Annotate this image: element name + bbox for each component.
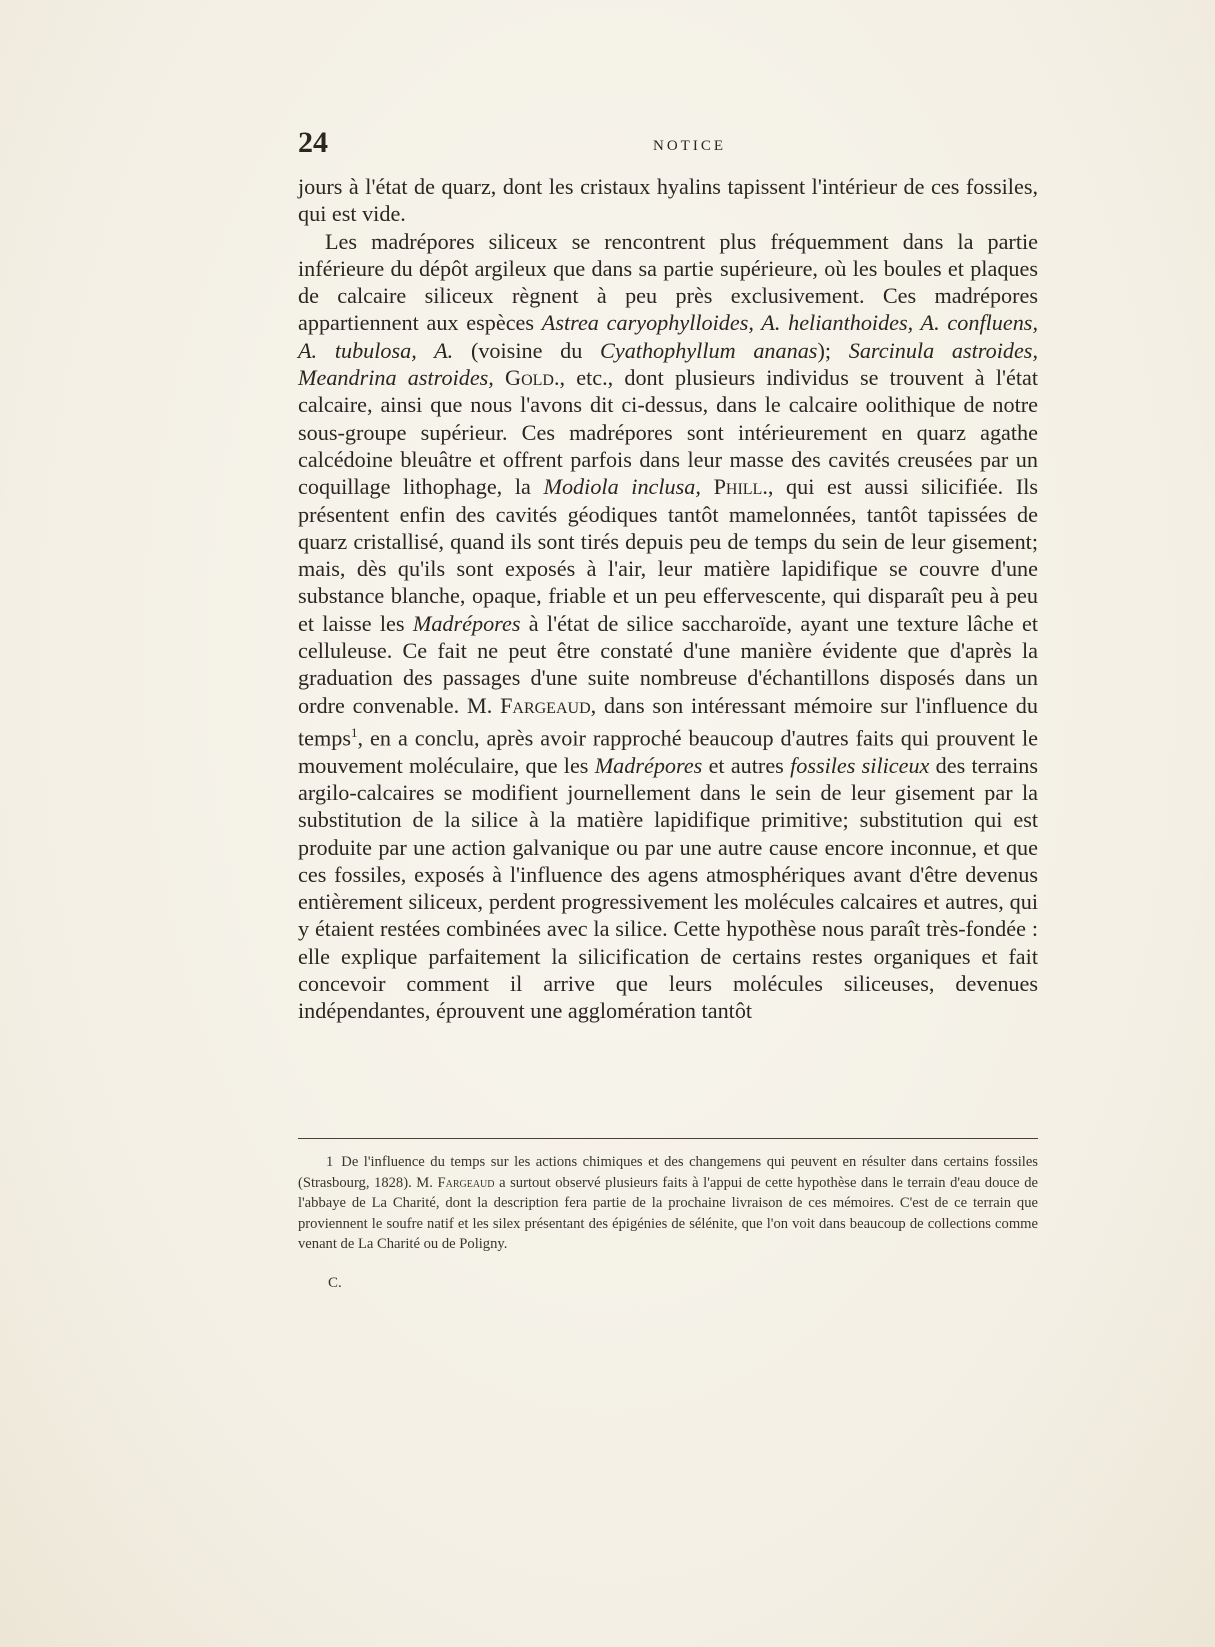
p2-text-f xyxy=(701,474,714,499)
footnote-text-a: De l'influence du temps sur les actions chimiques et des changemens qui peuvent en résulter dans certains fossiles (Strasbourg, 1828). M. xyxy=(298,1154,1038,1191)
author-gold: Gold. xyxy=(505,365,560,391)
signature: C. xyxy=(328,1275,342,1291)
term-fossiles-siliceux: fossiles siliceux xyxy=(790,752,930,778)
paragraph-1 xyxy=(298,173,1038,228)
species-cyathophyllum: Cyathophyllum ananas xyxy=(600,337,818,363)
species-list-2: Sarcinula astroides, Meandrina astroides, xyxy=(298,337,1038,391)
footnote-divider xyxy=(298,1138,1038,1139)
p2-text-h: à l'état de silice saccharoïde, ayant une texture lâche et celluleuse. Ce fait ne peut être constaté d'une manière évidente que d'après la graduation des passages d'une suite nombreuse d'échantillons disposés dans un ordre convenable. M. xyxy=(298,610,1038,718)
footnote xyxy=(298,1152,1038,1255)
author-fargeaud: Fargeaud xyxy=(500,692,591,718)
p2-text-d xyxy=(494,365,505,390)
term-madrepores-2: Madrépores xyxy=(594,752,703,778)
p2-text-k: et autres xyxy=(702,752,791,778)
p2-text-a: Les madrépores siliceux se rencontrent plus fréquemment dans la partie inférieure du dépôt argileux que dans sa partie supérieure, où les boules et plaques de calcaire siliceux règnent à peu près exclusivement. Ces madrépores appartiennent aux espèces xyxy=(298,228,1038,336)
term-madrepores-1: Madrépores xyxy=(412,610,521,636)
p2-text-l: des terrains argilo-calcaires se modifient journellement dans le sein de leur gisement par la substitution de la silice à la matière lapidifique primitive; substitution qui est produite par une action galvanique ou par une autre cause encore inconnue, et que ces fossiles, exposés à l'influence des agens atmosphériques avant d'être devenus entièrement siliceux, perdent progressivement les molécules calcaires et autres, qui y étaient restées combinées avec la silice. Cette hypothèse nous paraît très-fondée : elle explique parfaitement la silicification de certains restes organiques et fait concevoir comment il arrive que leurs molécules siliceuses, devenues indépendantes, éprouvent une agglomération tantôt xyxy=(298,752,1039,1024)
footnote-text-b: a surtout observé plusieurs faits à l'appui de cette hypothèse dans le terrain d'eau douce de l'abbaye de La Charité, dont la description fera partie de la prochaine livraison de ces mémoires. C'est de ce terrain que proviennent le soufre natif et les silex présentant des épigénies de sélénite, que l'on voit dans beaucoup de collections comme venant de La Charité ou de Poligny. xyxy=(298,1174,1038,1252)
paragraph-1-text: jours à l'état de quarz, dont les cristaux hyalins tapissent l'intérieur de ces fossiles, qui est vide. xyxy=(298,174,1038,227)
p2-text-i: , dans son intéressant mémoire sur l'influence du temps xyxy=(298,692,1038,751)
species-modiola: Modiola inclusa, xyxy=(543,474,701,500)
footnote-ref[interactable]: 1 xyxy=(351,724,358,740)
p2-text-j: , en a conclu, après avoir rapproché beaucoup d'autres faits qui prouvent le mouvement moléculaire, que les xyxy=(298,725,1038,778)
author-phill: Phill. xyxy=(713,474,768,500)
body-text xyxy=(298,173,1038,1025)
footnote-text xyxy=(298,1152,1038,1255)
footnote-author: Fargeaud xyxy=(437,1174,495,1191)
footnote-number: 1 xyxy=(326,1154,334,1170)
p2-text-c: ); xyxy=(817,337,849,363)
page-header xyxy=(298,128,1038,158)
p2-text-e: , etc., dont plusieurs individus se trouvent à l'état calcaire, ainsi que nous l'avons dit ci-dessus, dans le calcaire oolithique de notre sous-groupe supérieur. Ces madrépores sont intérieurement en quarz agathe calcédoine bleuâtre et offrent parfois dans leur masse des cavités creusées par un coquillage lithophage, la xyxy=(298,365,1039,500)
running-head: NOTICE xyxy=(653,138,726,154)
species-list-1: Astrea caryophylloides, A. helianthoides, A. confluens, A. tubulosa, A. xyxy=(298,310,1038,363)
paragraph-2 xyxy=(298,228,1038,1025)
p2-text-b: (voisine du xyxy=(453,337,601,363)
p2-text-g: , qui est aussi silicifiée. Ils présentent enfin des cavités géodiques tantôt mamelonnées, tantôt tapissées de quarz cristallisé, quand ils sont tirés depuis peu de temps du sein de leur gisement; mais, dès qu'ils sont exposés à l'air, leur matière lapidifique se couvre d'une substance blanche, opaque, friable et un peu effervescente, qui disparaît peu à peu et laisse les xyxy=(298,474,1039,636)
page-number: 24 xyxy=(298,126,328,159)
